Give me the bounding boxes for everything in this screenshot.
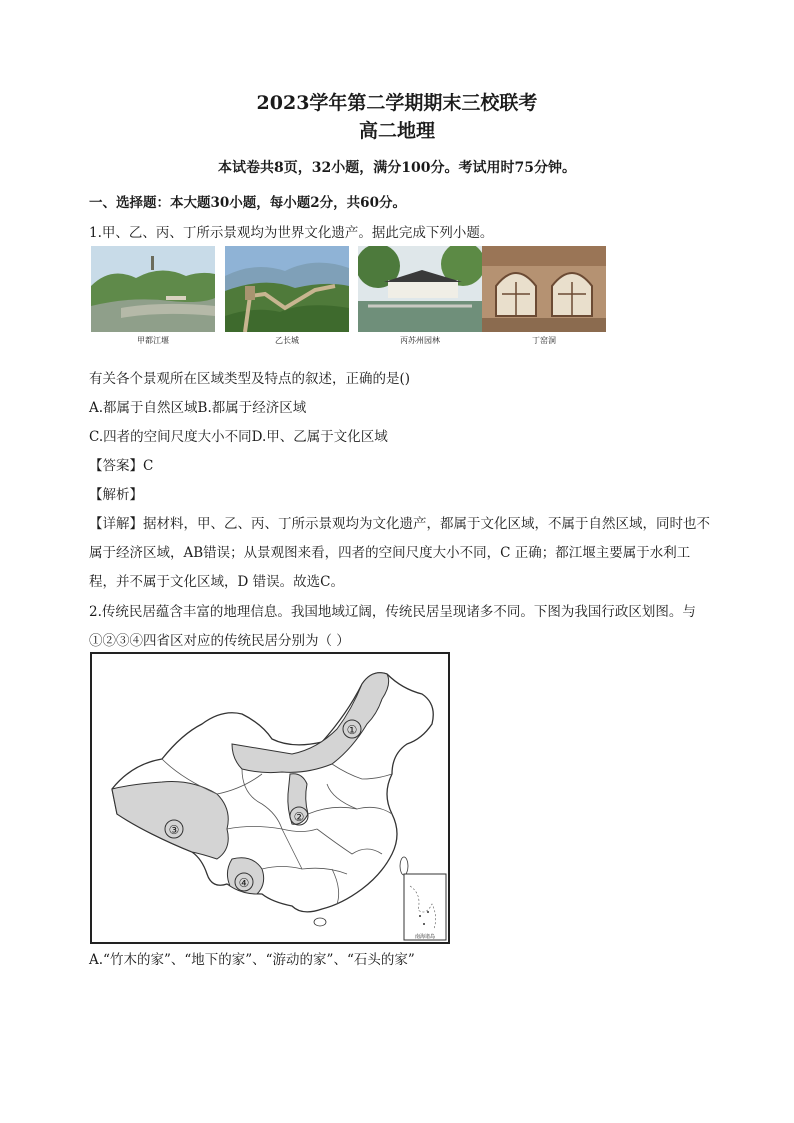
china-map bbox=[90, 652, 450, 944]
q2-option-a: A.“竹木的家”、“地下的家”、“游动的家”、“石头的家” bbox=[89, 952, 415, 968]
caption-ding: 丁窑洞 bbox=[532, 336, 556, 345]
q1-question: 有关各个景观所在区域类型及特点的叙述，正确的是() bbox=[89, 371, 411, 387]
q2-stem-line-1: 2.传统民居蕴含丰富的地理信息。我国地域辽阔，传统民居呈现诸多不同。下图为我国行政区划图。与 bbox=[89, 604, 696, 620]
q1-analysis-label: 【解析】 bbox=[89, 487, 143, 503]
caption-jia: 甲都江堰 bbox=[137, 336, 169, 345]
map-label-1: ① bbox=[346, 723, 358, 737]
q1-detail-line-3: 程，并不属于文化区域，D 错误。故选C。 bbox=[89, 574, 344, 590]
q1-options-ab: A.都属于自然区域B.都属于经济区域 bbox=[89, 400, 307, 416]
map-label-4: ④ bbox=[238, 876, 250, 890]
q1-stem: 1.甲、乙、丙、丁所示景观均为世界文化遗产。据此完成下列小题。 bbox=[89, 225, 494, 241]
q1-detail-line-1: 【详解】据材料，甲、乙、丙、丁所示景观均为文化遗产，都属于文化区域，不属于自然区域，同时也不 bbox=[89, 516, 710, 532]
map-label-2: ② bbox=[293, 810, 305, 824]
photo-dujiangyan bbox=[91, 246, 215, 332]
inset-label: 南海诸岛 bbox=[414, 934, 436, 940]
map-label-3: ③ bbox=[168, 823, 180, 837]
q1-answer: 【答案】C bbox=[89, 458, 154, 474]
region-3-tibet bbox=[112, 782, 228, 860]
photo-cave-dwelling bbox=[482, 246, 606, 332]
exam-title: 2023学年第二学期期末三校联考 bbox=[256, 92, 538, 114]
q2-stem-line-2: ①②③④四省区对应的传统民居分别为（ ） bbox=[89, 633, 350, 649]
section-heading: 一、选择题：本大题30小题，每小题2分，共60分。 bbox=[89, 195, 406, 211]
exam-info: 本试卷共8页，32小题，满分100分。考试用时75分钟。 bbox=[218, 160, 576, 176]
exam-subject: 高二地理 bbox=[358, 120, 435, 142]
photo-great-wall bbox=[225, 246, 349, 332]
caption-bing: 丙苏州园林 bbox=[400, 336, 440, 345]
q1-detail-line-2: 属于经济区域，AB错误；从景观图来看，四者的空间尺度大小不同，C 正确；都江堰主要属于水利工 bbox=[89, 545, 691, 561]
photo-suzhou-garden bbox=[358, 246, 482, 332]
q1-options-cd: C.四者的空间尺度大小不同D.甲、乙属于文化区域 bbox=[89, 429, 388, 445]
caption-yi: 乙长城 bbox=[275, 336, 299, 345]
